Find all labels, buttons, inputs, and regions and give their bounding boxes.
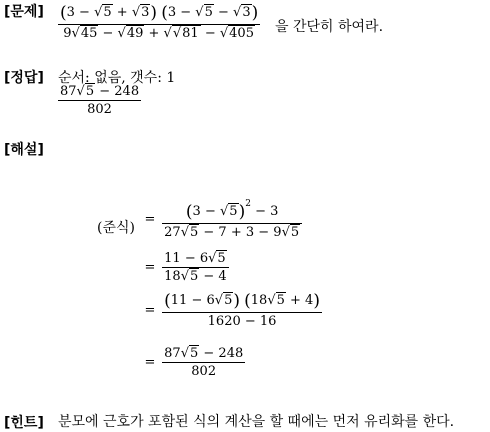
solution-step-4: = $\frac{87√5 - 248}{802}$ bbox=[144, 346, 244, 379]
answer-expression: $\frac{87√5 - 248}{802}$ bbox=[60, 84, 140, 117]
solution-step-2: = $\frac{11 - 6√5}{18√5 - 4}$ bbox=[144, 251, 227, 284]
answer-label: [정답] bbox=[4, 70, 44, 86]
problem-label: [문제] bbox=[4, 4, 44, 20]
solution-step-3: = $\frac{(11 - 6√5) (18√5 + 4)}{1620 - 16}$ bbox=[144, 291, 320, 329]
problem-instruction: 을 간단히 하여라. bbox=[275, 19, 384, 35]
problem-expression: $\frac{(3 - √5 + √3) (3 - √5 - √3)}{9√45 - √49 + √√81 - √405}$ bbox=[60, 3, 259, 41]
hint-text: 분모에 근호가 포함된 식의 계산을 할 때에는 먼저 유리화를 한다. bbox=[58, 414, 455, 430]
solution-step-1: = $\frac{(3 - √5)^2 - 3}{27√5 - 7 + 3 - 9√5}$ bbox=[142, 199, 302, 240]
solution-label: [해설] bbox=[4, 142, 44, 158]
hint-label: [힌트] bbox=[4, 415, 44, 431]
answer-meta: 순서: 없음, 갯수: 1 bbox=[58, 70, 176, 86]
solution-lhs: (준식) bbox=[97, 220, 135, 236]
